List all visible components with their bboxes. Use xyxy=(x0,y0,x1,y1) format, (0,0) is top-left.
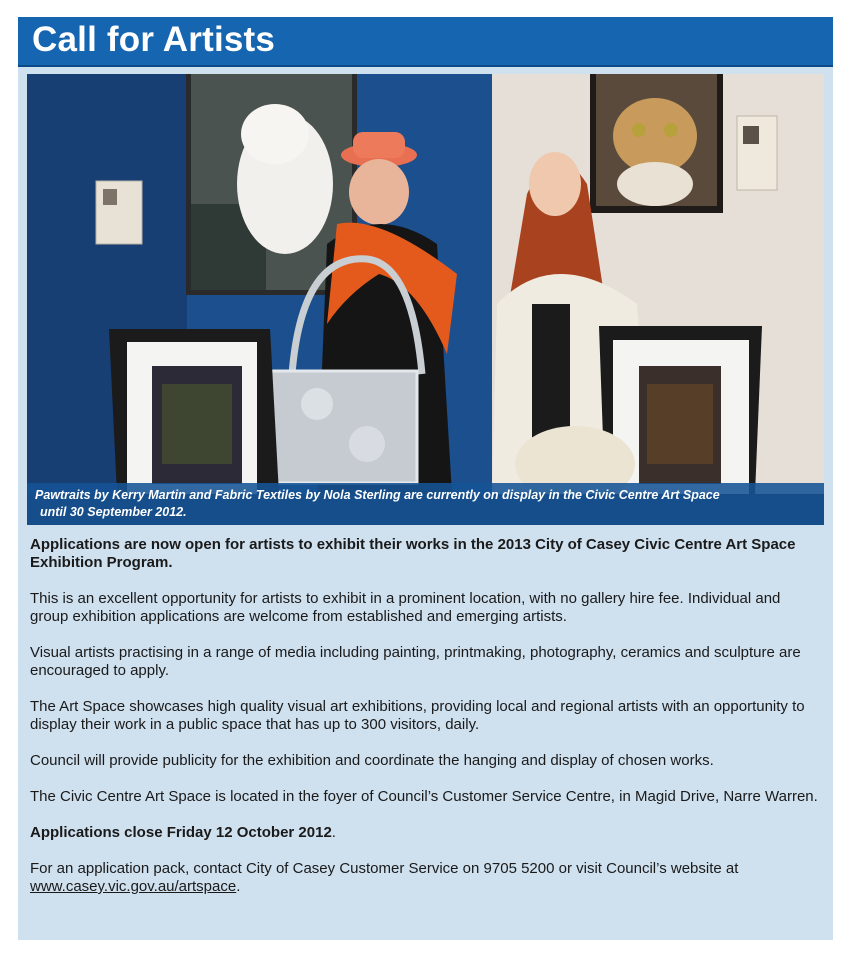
call-for-artists-panel xyxy=(18,17,833,940)
artspace-website-link[interactable]: www.casey.vic.gov.au/artspace xyxy=(30,878,237,895)
title-banner xyxy=(18,17,833,67)
article-body xyxy=(30,536,820,914)
caption-line-2: until 30 September 2012. xyxy=(40,505,187,519)
media-paragraph: Visual artists practising in a range of media including painting, printmaking, photography, ceramics and sculpture are encouraged to apply. xyxy=(30,644,801,679)
caption-line-1: Pawtraits by Kerry Martin and Fabric Textiles by Nola Sterling are currently on display in the Civic Centre Art Space xyxy=(35,488,720,502)
closing-date: Applications close Friday 12 October 2012 xyxy=(30,824,332,841)
location-paragraph: The Civic Centre Art Space is located in the foyer of Council’s Customer Service Centre, in Magid Drive, Narre Warren. xyxy=(30,788,818,805)
publicity-paragraph: Council will provide publicity for the exhibition and coordinate the hanging and display of chosen works. xyxy=(30,752,714,769)
closing-period: . xyxy=(331,824,336,841)
intro-paragraph: Applications are now open for artists to exhibit their works in the 2013 City of Casey Civic Centre Art Space Exhibition Program. xyxy=(30,536,796,571)
contact-text: For an application pack, contact City of Casey Customer Service on 9705 5200 or visit Council’s website at xyxy=(30,860,739,877)
photo-caption xyxy=(27,483,824,525)
exhibition-photo-image xyxy=(27,74,824,525)
opportunity-paragraph: This is an excellent opportunity for artists to exhibit in a prominent location, with no gallery hire fee. Individual and group exhibition applications are welcome from established and emerging artists. xyxy=(30,590,781,625)
exhibition-photo xyxy=(27,74,824,525)
closing-date-paragraph xyxy=(30,824,820,842)
contact-paragraph xyxy=(30,860,820,896)
art-space-paragraph: The Art Space showcases high quality visual art exhibitions, providing local and regional artists with an opportunity to display their work in a public space that has up to 300 visitors, daily. xyxy=(30,698,805,733)
contact-period: . xyxy=(236,878,241,895)
page-title: Call for Artists xyxy=(32,20,276,59)
